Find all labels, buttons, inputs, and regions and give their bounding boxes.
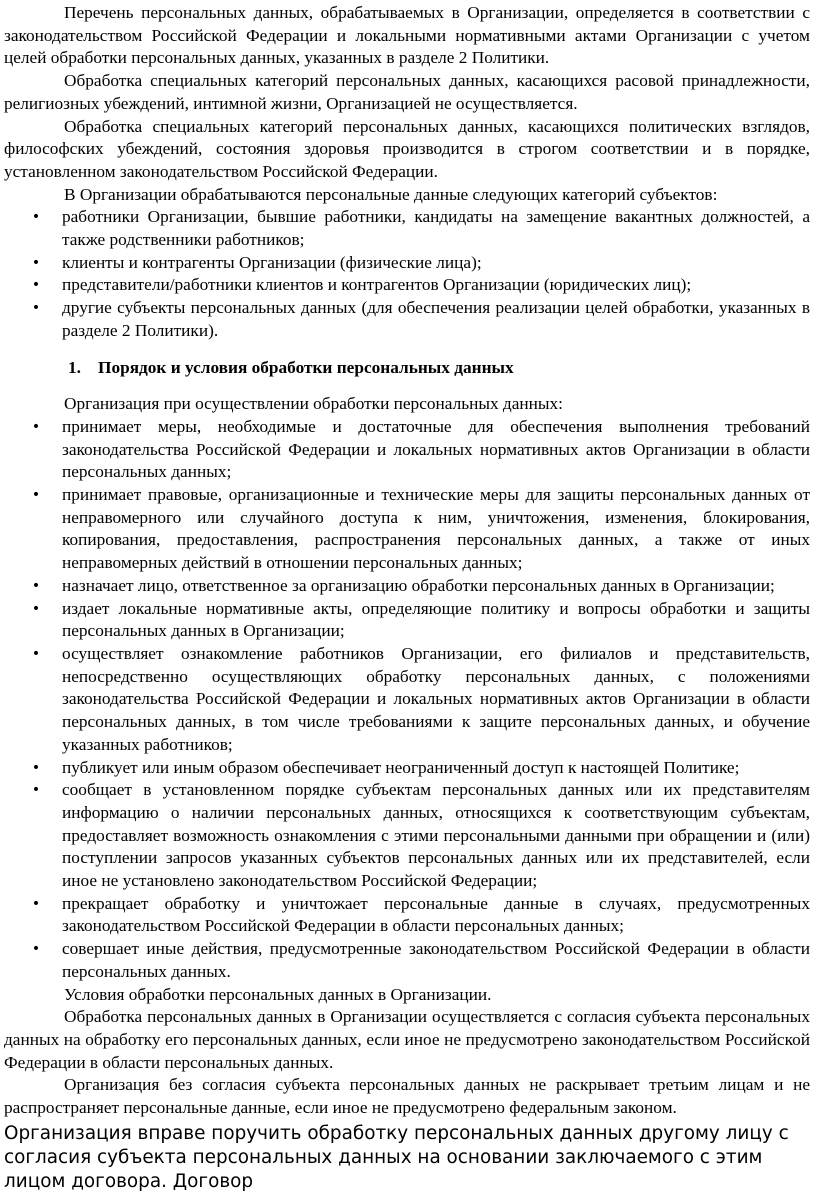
list-item <box>4 297 810 342</box>
closing-paragraph-1: Условия обработки персональных данных в Организации. <box>64 984 492 1004</box>
list-item <box>4 575 810 598</box>
closing-paragraph-3: Организация без согласия субъекта персональных данных не раскрывает третьим лицам и не распространяет персональные данные, если иное не предусмотрено федеральным законом. <box>4 1075 810 1118</box>
bullet-icon: • <box>31 941 41 958</box>
intro-paragraph-4: В Организации обрабатываются персональные данные следующих категорий субъектов: <box>64 184 718 204</box>
bullet-icon: • <box>31 418 41 435</box>
bullet-icon: • <box>31 645 41 662</box>
intro-paragraph-2: Обработка специальных категорий персональных данных, касающихся расовой принадлежности, религиозных убеждений, интимной жизни, Организацией не осуществляется. <box>4 71 810 113</box>
bullet-icon: • <box>31 254 41 271</box>
final-paragraph: Организация вправе поручить обработку персональных данных другому лицу с согласия субъекта персональных данных на основании заключаемого с этим лицом договора. Договор <box>4 1122 789 1192</box>
list-item-text: принимает меры, необходимые и достаточные для обеспечения выполнения требований законодательства Российской Федерации и локальных нормативных актов Организации в области персональных данных; <box>62 416 810 482</box>
bullet-icon: • <box>31 782 41 799</box>
bullet-icon: • <box>31 277 41 294</box>
bullet-icon: • <box>31 895 41 912</box>
section-title: Порядок и условия обработки персональных данных <box>98 357 514 377</box>
list-item <box>4 484 810 575</box>
list-item <box>4 598 810 643</box>
list-item-text: клиенты и контрагенты Организации (физические лица); <box>62 252 482 272</box>
list-item <box>4 938 810 983</box>
list-item-text: назначает лицо, ответственное за организацию обработки персональных данных в Организации; <box>62 575 775 595</box>
list-item-text: другие субъекты персональных данных (для обеспечения реализации целей обработки, указанных в разделе 2 Политики). <box>62 298 810 340</box>
measures-intro: Организация при осуществлении обработки персональных данных: <box>64 394 563 414</box>
list-item-text: представители/работники клиентов и контрагентов Организации (юридических лиц); <box>62 275 692 295</box>
list-item <box>4 757 810 780</box>
bullet-icon: • <box>31 487 41 504</box>
list-item <box>4 643 810 757</box>
bullet-icon: • <box>31 300 41 317</box>
list-item-text: осуществляет ознакомление работников Организации, его филиалов и представительств, непосредственно осуществляющих обработку персональных данных, с положениями законодательства Российской Федерации и локальных нормативных актов Организации в области персональных данных, в том числе требованиями к защите персональных данных, и обучение указанных работников; <box>62 643 810 754</box>
bullet-icon: • <box>31 759 41 776</box>
bullet-icon: • <box>31 600 41 617</box>
list-item-text: работники Организации, бывшие работники, кандидаты на замещение вакантных должностей, а также родственники работников; <box>62 207 810 250</box>
section-number: 1. <box>68 357 81 377</box>
list-item <box>4 252 810 275</box>
list-item-text: прекращает обработку и уничтожает персональные данные в случаях, предусмотренных законодательством Российской Федерации в области персональных данных; <box>62 893 810 936</box>
list-item <box>4 779 810 893</box>
bullet-icon: • <box>31 209 41 226</box>
list-item-text: издает локальные нормативные акты, определяющие политику и вопросы обработки и защиты персональных данных в Организации; <box>62 598 810 641</box>
list-item <box>4 416 810 484</box>
list-item-text: принимает правовые, организационные и технические меры для защиты персональных данных от неправомерного или случайного доступа к ним, уничтожения, изменения, блокирования, копирования, предоставления, распространения персональных данных, а также от иных неправомерных действий в отношении персональных данных; <box>62 485 810 573</box>
intro-paragraph-3: Обработка специальных категорий персональных данных, касающихся политических взглядов, философских убеждений, состояния здоровья производится в строгом соответствии и в порядке, установленном законодательством Российской Федерации. <box>4 116 810 181</box>
list-item <box>4 274 810 297</box>
list-item <box>4 893 810 938</box>
subjects-list <box>4 206 810 342</box>
list-item-text: публикует или иным образом обеспечивает неограниченный доступ к настоящей Политике; <box>62 757 740 777</box>
closing-paragraph-2: Обработка персональных данных в Организации осуществляется с согласия субъекта персональных данных на обработку его персональных данных, если иное не предусмотрено законодательством Российской Федерации в области персональных данных. <box>4 1007 810 1072</box>
list-item <box>4 206 810 251</box>
list-item-text: сообщает в установленном порядке субъектам персональных данных или их представителям информацию о наличии персональных данных, относящихся к соответствующим субъектам, предоставляет возможность ознакомления с этими персональными данными при обращении и (или) поступлении запросов указанных субъектов персональных данных или их представителей, если иное не установлено законодательством Российской Федерации; <box>62 780 810 891</box>
section-heading <box>4 357 810 380</box>
measures-list <box>4 416 810 984</box>
intro-paragraph-1: Перечень персональных данных, обрабатываемых в Организации, определяется в соответствии с законодательством Российской Федерации и локальными нормативными актами Организации с учетом целей обработки персональных данных, указанных в разделе 2 Политики. <box>4 3 810 68</box>
bullet-icon: • <box>31 577 41 594</box>
list-item-text: совершает иные действия, предусмотренные законодательством Российской Федерации в области персональных данных. <box>62 939 810 981</box>
